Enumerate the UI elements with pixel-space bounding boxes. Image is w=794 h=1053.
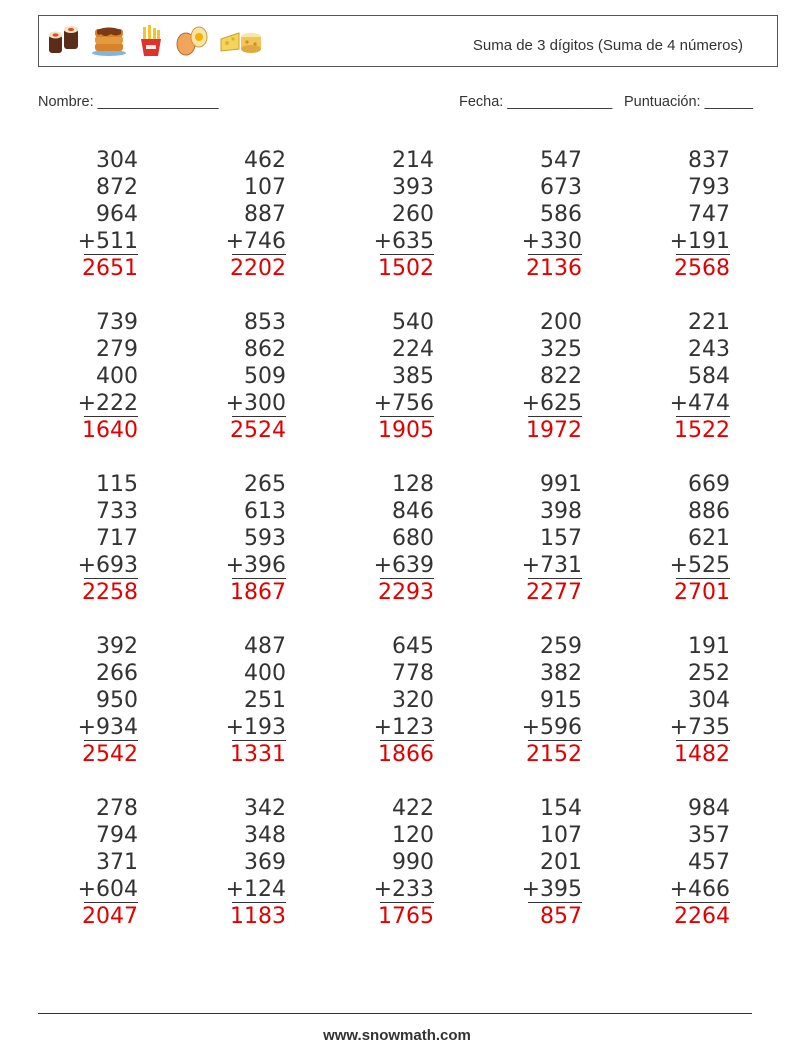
addend: 747 <box>688 202 730 227</box>
addend: 304 <box>96 148 138 173</box>
addend: 837 <box>688 148 730 173</box>
addend: 107 <box>540 823 582 848</box>
addition-problem <box>166 147 286 286</box>
addend: 393 <box>392 175 434 200</box>
addend: 739 <box>96 310 138 335</box>
last-addend-with-plus: +466 <box>669 877 730 902</box>
addend: 279 <box>96 337 138 362</box>
addend: 157 <box>540 526 582 551</box>
worksheet-header <box>38 15 778 67</box>
addend: 392 <box>96 634 138 659</box>
addend: 794 <box>96 823 138 848</box>
addition-problem <box>314 309 434 448</box>
last-addend-with-plus: +693 <box>77 553 138 578</box>
addend: 320 <box>392 688 434 713</box>
addend: 221 <box>688 310 730 335</box>
last-addend-with-plus: +525 <box>669 553 730 578</box>
last-addend-with-plus: +731 <box>521 553 582 578</box>
addition-problem <box>610 309 730 448</box>
last-addend-with-plus: +123 <box>373 715 434 740</box>
addition-problem <box>166 633 286 772</box>
addend: 872 <box>96 175 138 200</box>
addend: 266 <box>96 661 138 686</box>
date-field-label: Fecha: _____________ <box>459 94 613 110</box>
addend: 214 <box>392 148 434 173</box>
addend: 243 <box>688 337 730 362</box>
addend: 385 <box>392 364 434 389</box>
last-addend-with-plus: +756 <box>373 391 434 416</box>
last-addend-with-plus: +635 <box>373 229 434 254</box>
addend: 191 <box>688 634 730 659</box>
addend: 613 <box>244 499 286 524</box>
addend: 120 <box>392 823 434 848</box>
last-addend-with-plus: +934 <box>77 715 138 740</box>
addition-problem <box>314 633 434 772</box>
addition-problem <box>314 471 434 610</box>
addend: 645 <box>392 634 434 659</box>
addend: 422 <box>392 796 434 821</box>
last-addend-with-plus: +596 <box>521 715 582 740</box>
addend: 357 <box>688 823 730 848</box>
addend: 398 <box>540 499 582 524</box>
answer: 2651 <box>82 256 138 281</box>
last-addend-with-plus: +735 <box>669 715 730 740</box>
answer: 2293 <box>378 580 434 605</box>
answer: 1972 <box>526 418 582 443</box>
addend: 950 <box>96 688 138 713</box>
addition-problem <box>18 471 138 610</box>
addend: 669 <box>688 472 730 497</box>
addend: 793 <box>688 175 730 200</box>
addend: 915 <box>540 688 582 713</box>
addend: 107 <box>244 175 286 200</box>
last-addend-with-plus: +395 <box>521 877 582 902</box>
eggs-icon <box>175 25 209 57</box>
addend: 584 <box>688 364 730 389</box>
addend: 540 <box>392 310 434 335</box>
cheese-icon <box>219 25 263 57</box>
addend: 846 <box>392 499 434 524</box>
header-icons <box>47 24 263 58</box>
addition-problem <box>462 795 582 934</box>
answer: 2701 <box>674 580 730 605</box>
addend: 304 <box>688 688 730 713</box>
answer: 1867 <box>230 580 286 605</box>
addend: 964 <box>96 202 138 227</box>
last-addend-with-plus: +639 <box>373 553 434 578</box>
last-addend-with-plus: +474 <box>669 391 730 416</box>
score-field-label: Puntuación: ______ <box>624 94 753 110</box>
last-addend-with-plus: +124 <box>225 877 286 902</box>
addition-problem <box>462 309 582 448</box>
addition-problem <box>18 633 138 772</box>
addition-problem <box>610 633 730 772</box>
answer: 857 <box>540 904 582 929</box>
last-addend-with-plus: +746 <box>225 229 286 254</box>
addend: 586 <box>540 202 582 227</box>
addend: 115 <box>96 472 138 497</box>
addend: 547 <box>540 148 582 173</box>
last-addend-with-plus: +193 <box>225 715 286 740</box>
addition-problem <box>18 147 138 286</box>
addend: 984 <box>688 796 730 821</box>
answer: 2258 <box>82 580 138 605</box>
addend: 252 <box>688 661 730 686</box>
addend: 201 <box>540 850 582 875</box>
answer: 2277 <box>526 580 582 605</box>
sushi-rolls-icon <box>47 25 81 57</box>
addend: 400 <box>244 661 286 686</box>
addition-problem <box>166 471 286 610</box>
footer-site: www.snowmath.com <box>323 1027 471 1044</box>
footer-divider <box>38 1013 752 1014</box>
addend: 348 <box>244 823 286 848</box>
addend: 369 <box>244 850 286 875</box>
last-addend-with-plus: +191 <box>669 229 730 254</box>
addition-problem <box>462 633 582 772</box>
addend: 887 <box>244 202 286 227</box>
addition-problem <box>166 309 286 448</box>
addend: 593 <box>244 526 286 551</box>
addend: 680 <box>392 526 434 551</box>
addend: 990 <box>392 850 434 875</box>
addend: 154 <box>540 796 582 821</box>
last-addend-with-plus: +222 <box>77 391 138 416</box>
addend: 259 <box>540 634 582 659</box>
answer: 1522 <box>674 418 730 443</box>
addend: 886 <box>688 499 730 524</box>
addition-problem <box>18 309 138 448</box>
addend: 382 <box>540 661 582 686</box>
addend: 342 <box>244 796 286 821</box>
addition-problem <box>166 795 286 934</box>
addition-problem <box>462 471 582 610</box>
addend: 251 <box>244 688 286 713</box>
addend: 325 <box>540 337 582 362</box>
last-addend-with-plus: +511 <box>77 229 138 254</box>
answer: 2136 <box>526 256 582 281</box>
addend: 487 <box>244 634 286 659</box>
addend: 509 <box>244 364 286 389</box>
name-field-label: Nombre: _______________ <box>38 94 219 110</box>
answer: 2047 <box>82 904 138 929</box>
addend: 778 <box>392 661 434 686</box>
addend: 853 <box>244 310 286 335</box>
addend: 991 <box>540 472 582 497</box>
addend: 128 <box>392 472 434 497</box>
addend: 278 <box>96 796 138 821</box>
answer: 2542 <box>82 742 138 767</box>
addition-problem <box>610 147 730 286</box>
last-addend-with-plus: +330 <box>521 229 582 254</box>
addend: 265 <box>244 472 286 497</box>
french-fries-icon <box>137 25 165 57</box>
addition-problem <box>314 795 434 934</box>
worksheet-title: Suma de 3 dígitos (Suma de 4 números) <box>472 37 743 54</box>
addend: 673 <box>540 175 582 200</box>
last-addend-with-plus: +625 <box>521 391 582 416</box>
answer: 1183 <box>230 904 286 929</box>
pancake-stack-icon <box>91 25 127 57</box>
addend: 717 <box>96 526 138 551</box>
last-addend-with-plus: +300 <box>225 391 286 416</box>
addition-problem <box>610 795 730 934</box>
answer: 2152 <box>526 742 582 767</box>
addend: 371 <box>96 850 138 875</box>
addend: 822 <box>540 364 582 389</box>
addend: 462 <box>244 148 286 173</box>
addend: 457 <box>688 850 730 875</box>
answer: 2202 <box>230 256 286 281</box>
last-addend-with-plus: +233 <box>373 877 434 902</box>
addend: 200 <box>540 310 582 335</box>
addend: 862 <box>244 337 286 362</box>
addition-problem <box>462 147 582 286</box>
last-addend-with-plus: +604 <box>77 877 138 902</box>
answer: 2568 <box>674 256 730 281</box>
answer: 1502 <box>378 256 434 281</box>
addition-problem <box>314 147 434 286</box>
answer: 2264 <box>674 904 730 929</box>
answer: 1482 <box>674 742 730 767</box>
answer: 1331 <box>230 742 286 767</box>
answer: 1765 <box>378 904 434 929</box>
answer: 1905 <box>378 418 434 443</box>
addend: 621 <box>688 526 730 551</box>
answer: 2524 <box>230 418 286 443</box>
addition-problem <box>18 795 138 934</box>
addend: 733 <box>96 499 138 524</box>
addend: 400 <box>96 364 138 389</box>
answer: 1640 <box>82 418 138 443</box>
addend: 224 <box>392 337 434 362</box>
addend: 260 <box>392 202 434 227</box>
answer: 1866 <box>378 742 434 767</box>
addition-problem <box>610 471 730 610</box>
last-addend-with-plus: +396 <box>225 553 286 578</box>
